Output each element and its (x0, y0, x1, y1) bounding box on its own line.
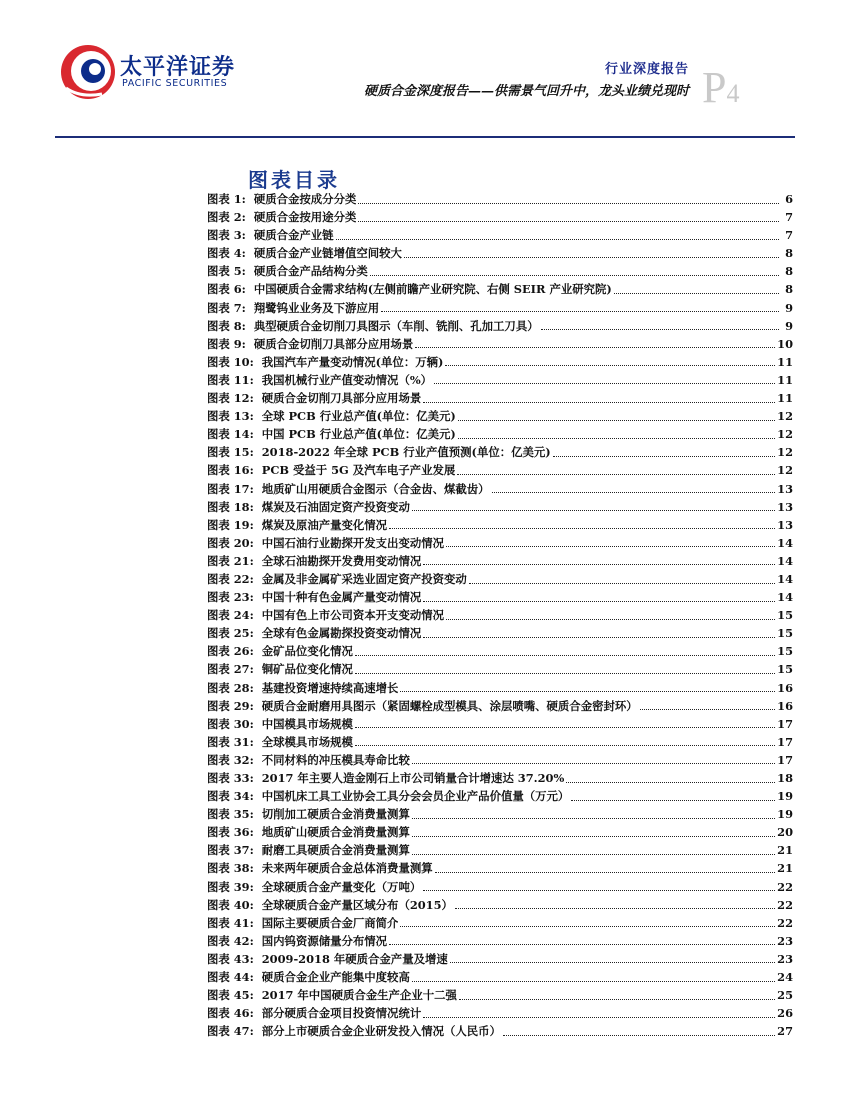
toc-entry-title: 切削加工硬质合金消费量测算 (261, 807, 410, 822)
toc-entry-page: 11 (777, 391, 793, 406)
pacific-securities-logo-icon (58, 42, 118, 102)
toc-leader-dots (459, 999, 775, 1000)
toc-leader-dots (445, 365, 775, 366)
toc-entry-page: 17 (777, 734, 793, 749)
toc-leader-dots (355, 673, 775, 674)
toc-entry-label: 图表 19: (207, 517, 254, 532)
toc-leader-dots (434, 383, 775, 384)
toc-entry[interactable] (207, 859, 793, 877)
toc-entry-page: 21 (777, 843, 793, 858)
toc-entry-label: 图表 20: (207, 535, 254, 550)
toc-leader-dots (423, 1017, 775, 1018)
toc-entry-label: 图表 8: (207, 318, 246, 333)
toc-entry-label: 图表 3: (207, 228, 246, 243)
toc-entry-title: 我国机械行业产值变动情况（%） (261, 372, 433, 387)
toc-entry-page: 18 (777, 771, 793, 785)
toc-entry[interactable] (207, 516, 793, 534)
toc-entry-title: 硬质合金按用途分类 (253, 210, 357, 225)
toc-entry-label: 图表 15: (207, 445, 254, 460)
toc-entry-label: 图表 18: (207, 499, 254, 514)
toc-leader-dots (566, 782, 775, 783)
toc-entry-label: 图表 35: (207, 807, 254, 822)
toc-entry[interactable] (207, 480, 793, 498)
toc-entry-label: 图表 17: (207, 481, 254, 496)
toc-entry-label: 图表 42: (207, 933, 254, 948)
toc-entry[interactable] (207, 570, 793, 588)
toc-entry-label: 图表 43: (207, 951, 254, 966)
toc-entry-page: 13 (777, 481, 793, 496)
report-title: 硬质合金深度报告——供需景气回升中，龙头业绩兑现时 (363, 84, 689, 99)
toc-entry-title: 2017 年主要人造金刚石上市公司销量合计增速达 37.20% (261, 771, 565, 785)
toc-entry-label: 图表 33: (207, 771, 254, 785)
toc-leader-dots (404, 257, 779, 258)
toc-entry-label: 图表 25: (207, 626, 254, 641)
toc-leader-dots (355, 727, 775, 728)
toc-leader-dots (389, 528, 775, 529)
toc-entry-label: 图表 26: (207, 644, 254, 659)
toc-entry[interactable] (207, 624, 793, 642)
toc-entry-page: 27 (777, 1024, 793, 1039)
toc-entry[interactable] (207, 878, 793, 896)
toc-entry-page: 12 (777, 445, 793, 460)
toc-entry-page: 12 (777, 409, 793, 424)
toc-entry-label: 图表 1: (207, 192, 246, 206)
toc-entry[interactable] (207, 190, 793, 208)
toc-leader-dots (450, 962, 775, 963)
toc-entry-label: 图表 2: (207, 210, 246, 225)
toc-leader-dots (412, 818, 775, 819)
toc-entry-label: 图表 28: (207, 680, 254, 695)
toc-entry-page: 12 (777, 463, 793, 478)
toc-entry[interactable] (207, 534, 793, 552)
toc-entry-title: PCB 受益于 5G 及汽车电子产业发展 (261, 463, 456, 478)
toc-entry-page: 23 (777, 951, 793, 966)
toc-entry[interactable] (207, 371, 793, 389)
toc-entry-title: 中国有色上市公司资本开支变动情况 (261, 608, 445, 623)
toc-entry[interactable] (207, 787, 793, 805)
toc-entry-page: 7 (785, 228, 793, 243)
toc-entry[interactable] (207, 986, 793, 1004)
toc-entry-title: 金属及非金属矿采选业固定资产投资变动 (261, 571, 467, 586)
toc-entry-title: 耐磨工具硬质合金消费量测算 (261, 843, 410, 858)
toc-entry-page: 10 (777, 336, 793, 351)
toc-entry-page: 9 (785, 318, 793, 333)
toc-entry-label: 图表 6: (207, 282, 246, 297)
toc-leader-dots (412, 836, 775, 837)
toc-entry-page: 8 (785, 246, 793, 261)
toc-leader-dots (614, 293, 779, 294)
toc-entry-title: 基建投资增速持续高速增长 (261, 680, 399, 695)
toc-entry-title: 全球硬质合金产量变化（万吨） (261, 879, 422, 894)
page-number-value: 4 (726, 79, 740, 108)
toc-entry-page: 6 (785, 192, 793, 206)
toc-entry[interactable] (207, 208, 793, 226)
toc-entry-label: 图表 47: (207, 1024, 254, 1039)
toc-entry-label: 图表 27: (207, 662, 254, 677)
toc-entry-title: 硬质合金产品结构分类 (253, 264, 368, 279)
toc-entry-page: 24 (777, 970, 793, 985)
toc-entry-label: 图表 12: (207, 391, 254, 406)
toc-entry[interactable] (207, 751, 793, 769)
toc-entry[interactable] (207, 588, 793, 606)
toc-entry-title: 硬质合金产业链增值空间较大 (253, 246, 402, 261)
toc-entry-label: 图表 21: (207, 553, 254, 568)
toc-entry-page: 8 (785, 282, 793, 297)
toc-entry-title: 全球有色金属勘探投资变动情况 (261, 626, 422, 641)
toc-leader-dots (355, 745, 775, 746)
page-prefix: P (702, 63, 727, 112)
toc-entry-label: 图表 4: (207, 246, 246, 261)
company-logo (58, 42, 236, 112)
toc-entry[interactable] (207, 733, 793, 751)
toc-entry-label: 图表 39: (207, 879, 254, 894)
toc-entry-title: 硬质合金按成分分类 (253, 192, 357, 206)
toc-entry[interactable] (207, 823, 793, 841)
toc-entry-label: 图表 37: (207, 843, 254, 858)
logo-chinese-name: 太平洋证券 (120, 55, 236, 80)
toc-entry-title: 地质矿山用硬质合金图示（合金齿、煤截齿） (261, 481, 490, 496)
toc-entry-title: 不同材料的冲压模具寿命比较 (261, 752, 410, 767)
toc-leader-dots (358, 221, 779, 222)
toc-entry-title: 地质矿山硬质合金消费量测算 (261, 825, 410, 840)
toc-leader-dots (400, 926, 775, 927)
toc-entry-title: 中国硬质合金需求结构(左侧前瞻产业研究院、右侧 SEIR 产业研究院) (253, 282, 612, 297)
toc-leader-dots (446, 546, 775, 547)
toc-entry-title: 中国石油行业勘探开发支出变动情况 (261, 535, 445, 550)
toc-entry-page: 14 (777, 553, 793, 568)
toc-entry[interactable] (207, 841, 793, 859)
toc-entry[interactable] (207, 299, 793, 317)
toc-entry-page: 14 (777, 535, 793, 550)
toc-entry-label: 图表 36: (207, 825, 254, 840)
toc-entry-page: 16 (777, 680, 793, 695)
toc-entry-title: 2009-2018 年硬质合金产量及增速 (261, 951, 448, 966)
toc-entry-title: 全球 PCB 行业总产值(单位：亿美元) (261, 409, 456, 424)
toc-entry-page: 17 (777, 752, 793, 767)
toc-entry-title: 中国模具市场规模 (261, 716, 353, 731)
toc-entry-label: 图表 31: (207, 734, 254, 749)
toc-entry[interactable] (207, 443, 793, 461)
toc-entry[interactable] (207, 679, 793, 697)
toc-leader-dots (412, 510, 775, 511)
toc-entry-title: 全球石油勘探开发费用变动情况 (261, 553, 422, 568)
toc-entry[interactable] (207, 244, 793, 262)
toc-entry-label: 图表 45: (207, 988, 254, 1003)
toc-entry-page: 22 (777, 897, 793, 912)
toc-entry-title: 金矿品位变化情况 (261, 644, 353, 659)
toc-entry-title: 硬质合金企业产能集中度较高 (261, 970, 410, 985)
toc-entry[interactable] (207, 226, 793, 244)
toc-leader-dots (503, 1035, 775, 1036)
toc-entry-title: 部分上市硬质合金企业研发投入情况（人民币） (261, 1024, 501, 1039)
toc-entry-page: 7 (785, 210, 793, 225)
toc-entry-label: 图表 13: (207, 409, 254, 424)
toc-leader-dots (423, 890, 775, 891)
toc-leader-dots (358, 203, 779, 204)
toc-entry[interactable] (207, 896, 793, 914)
toc-leader-dots (423, 402, 775, 403)
toc-leader-dots (640, 709, 775, 710)
toc-entry[interactable] (207, 642, 793, 660)
toc-entry-label: 图表 23: (207, 590, 254, 605)
toc-entry-title: 中国机床工具工业协会工具分会会员企业产品价值量（万元） (261, 789, 570, 804)
toc-entry-label: 图表 7: (207, 300, 246, 315)
toc-entry-label: 图表 24: (207, 608, 254, 623)
toc-leader-dots (553, 456, 775, 457)
toc-entry-page: 13 (777, 499, 793, 514)
toc-leader-dots (457, 474, 775, 475)
toc-entry[interactable] (207, 606, 793, 624)
toc-entry-title: 硬质合金切削刀具部分应用场景 (253, 336, 414, 351)
toc-leader-dots (381, 311, 779, 312)
toc-entry-title: 全球硬质合金产量区域分布（2015） (261, 897, 453, 912)
toc-entry-title: 煤炭及原油产量变化情况 (261, 517, 388, 532)
toc-leader-dots (423, 601, 775, 602)
toc-entry[interactable] (207, 317, 793, 335)
toc-entry-title: 铜矿品位变化情况 (261, 662, 353, 677)
toc-entry-label: 图表 30: (207, 716, 254, 731)
toc-leader-dots (412, 854, 775, 855)
toc-entry-label: 图表 9: (207, 336, 246, 351)
toc-entry-page: 19 (777, 807, 793, 822)
toc-entry-page: 15 (777, 608, 793, 623)
toc-leader-dots (446, 619, 775, 620)
toc-entry[interactable] (207, 932, 793, 950)
toc-leader-dots (412, 981, 775, 982)
toc-leader-dots (469, 583, 775, 584)
toc-leader-dots (389, 944, 775, 945)
toc-entry-label: 图表 11: (207, 372, 254, 387)
toc-entry[interactable] (207, 425, 793, 443)
toc-entry[interactable] (207, 660, 793, 678)
toc-entry[interactable] (207, 353, 793, 371)
toc-entry[interactable] (207, 968, 793, 986)
toc-entry[interactable] (207, 335, 793, 353)
toc-entry-title: 未来两年硬质合金总体消费量测算 (261, 861, 433, 876)
logo-english-name: PACIFIC SECURITIES (122, 78, 228, 89)
toc-entry-title: 部分硬质合金项目投资情况统计 (261, 1006, 422, 1021)
toc-entry-page: 14 (777, 590, 793, 605)
toc-entry-label: 图表 46: (207, 1006, 254, 1021)
toc-entry-title: 煤炭及石油固定资产投资变动 (261, 499, 410, 514)
toc-entry-label: 图表 38: (207, 861, 254, 876)
toc-entry-page: 21 (777, 861, 793, 876)
toc-entry[interactable] (207, 498, 793, 516)
toc-entry-title: 中国十种有色金属产量变动情况 (261, 590, 422, 605)
toc-entry-label: 图表 14: (207, 427, 254, 442)
toc-entry-page: 15 (777, 644, 793, 659)
page-number (702, 63, 740, 112)
toc-entry-page: 11 (777, 354, 793, 369)
toc-entry-label: 图表 16: (207, 463, 254, 478)
toc-entry-title: 国内钨资源储量分布情况 (261, 933, 388, 948)
toc-entry[interactable] (207, 715, 793, 733)
toc-entry-title: 典型硬质合金切削刀具图示（车削、铣削、孔加工刀具） (253, 318, 539, 333)
toc-list (207, 190, 793, 1040)
toc-entry-page: 22 (777, 915, 793, 930)
toc-entry-page: 14 (777, 571, 793, 586)
toc-entry-label: 图表 10: (207, 354, 254, 369)
toc-entry-page: 20 (777, 825, 793, 840)
toc-entry-page: 15 (777, 626, 793, 641)
toc-leader-dots (458, 438, 775, 439)
header-rule (55, 136, 795, 138)
toc-entry-label: 图表 34: (207, 789, 254, 804)
toc-entry[interactable] (207, 1022, 793, 1040)
toc-heading: 图表目录 (248, 168, 340, 192)
toc-entry-title: 中国 PCB 行业总产值(单位：亿美元) (261, 427, 456, 442)
toc-entry-label: 图表 5: (207, 264, 246, 279)
toc-entry-label: 图表 44: (207, 970, 254, 985)
toc-entry-label: 图表 22: (207, 571, 254, 586)
toc-entry[interactable] (207, 950, 793, 968)
toc-leader-dots (423, 564, 775, 565)
toc-entry-title: 国际主要硬质合金厂商简介 (261, 915, 399, 930)
toc-entry[interactable] (207, 407, 793, 425)
toc-leader-dots (455, 908, 775, 909)
toc-entry-page: 26 (777, 1006, 793, 1021)
toc-entry-page: 11 (777, 372, 793, 387)
toc-entry-page: 9 (785, 300, 793, 315)
toc-entry[interactable] (207, 280, 793, 298)
toc-entry-page: 13 (777, 517, 793, 532)
toc-entry-title: 硬质合金产业链 (253, 228, 334, 243)
toc-entry-title: 2017 年中国硬质合金生产企业十二强 (261, 988, 457, 1003)
toc-entry[interactable] (207, 914, 793, 932)
toc-leader-dots (412, 763, 775, 764)
toc-leader-dots (415, 347, 775, 348)
toc-leader-dots (423, 637, 775, 638)
toc-entry-label: 图表 29: (207, 698, 254, 713)
page-header (0, 0, 850, 140)
toc-entry-title: 全球模具市场规模 (261, 734, 353, 749)
toc-entry-page: 17 (777, 716, 793, 731)
toc-entry-page: 12 (777, 427, 793, 442)
toc-entry-page: 8 (785, 264, 793, 279)
toc-entry[interactable] (207, 769, 793, 787)
toc-leader-dots (458, 420, 775, 421)
toc-leader-dots (400, 691, 775, 692)
toc-entry-label: 图表 41: (207, 915, 254, 930)
toc-entry[interactable] (207, 697, 793, 715)
toc-entry-page: 23 (777, 933, 793, 948)
toc-entry-title: 2018-2022 年全球 PCB 行业产值预测(单位：亿美元) (261, 445, 551, 460)
toc-entry-page: 16 (777, 698, 793, 713)
toc-entry-page: 19 (777, 789, 793, 804)
toc-entry-title: 硬质合金切削刀具部分应用场景 (261, 391, 422, 406)
toc-entry[interactable] (207, 552, 793, 570)
toc-entry-page: 22 (777, 879, 793, 894)
toc-entry[interactable] (207, 389, 793, 407)
toc-leader-dots (571, 800, 775, 801)
toc-entry-title: 硬质合金耐磨用具图示（紧固螺栓成型模具、涂层喷嘴、硬质合金密封环） (261, 698, 638, 713)
toc-leader-dots (435, 872, 776, 873)
toc-leader-dots (370, 275, 779, 276)
report-type: 行业深度报告 (604, 62, 689, 77)
toc-leader-dots (355, 655, 775, 656)
toc-entry[interactable] (207, 461, 793, 479)
toc-entry-label: 图表 32: (207, 752, 254, 767)
toc-entry-page: 15 (777, 662, 793, 677)
toc-entry-title: 翔鹭钨业业务及下游应用 (253, 300, 380, 315)
toc-entry-page: 25 (777, 988, 793, 1003)
toc-entry-label: 图表 40: (207, 897, 254, 912)
toc-entry-title: 我国汽车产量变动情况(单位：万辆) (261, 354, 444, 369)
toc-leader-dots (492, 492, 776, 493)
toc-entry[interactable] (207, 1004, 793, 1022)
toc-entry[interactable] (207, 805, 793, 823)
toc-leader-dots (336, 239, 779, 240)
toc-leader-dots (541, 329, 779, 330)
toc-entry[interactable] (207, 262, 793, 280)
